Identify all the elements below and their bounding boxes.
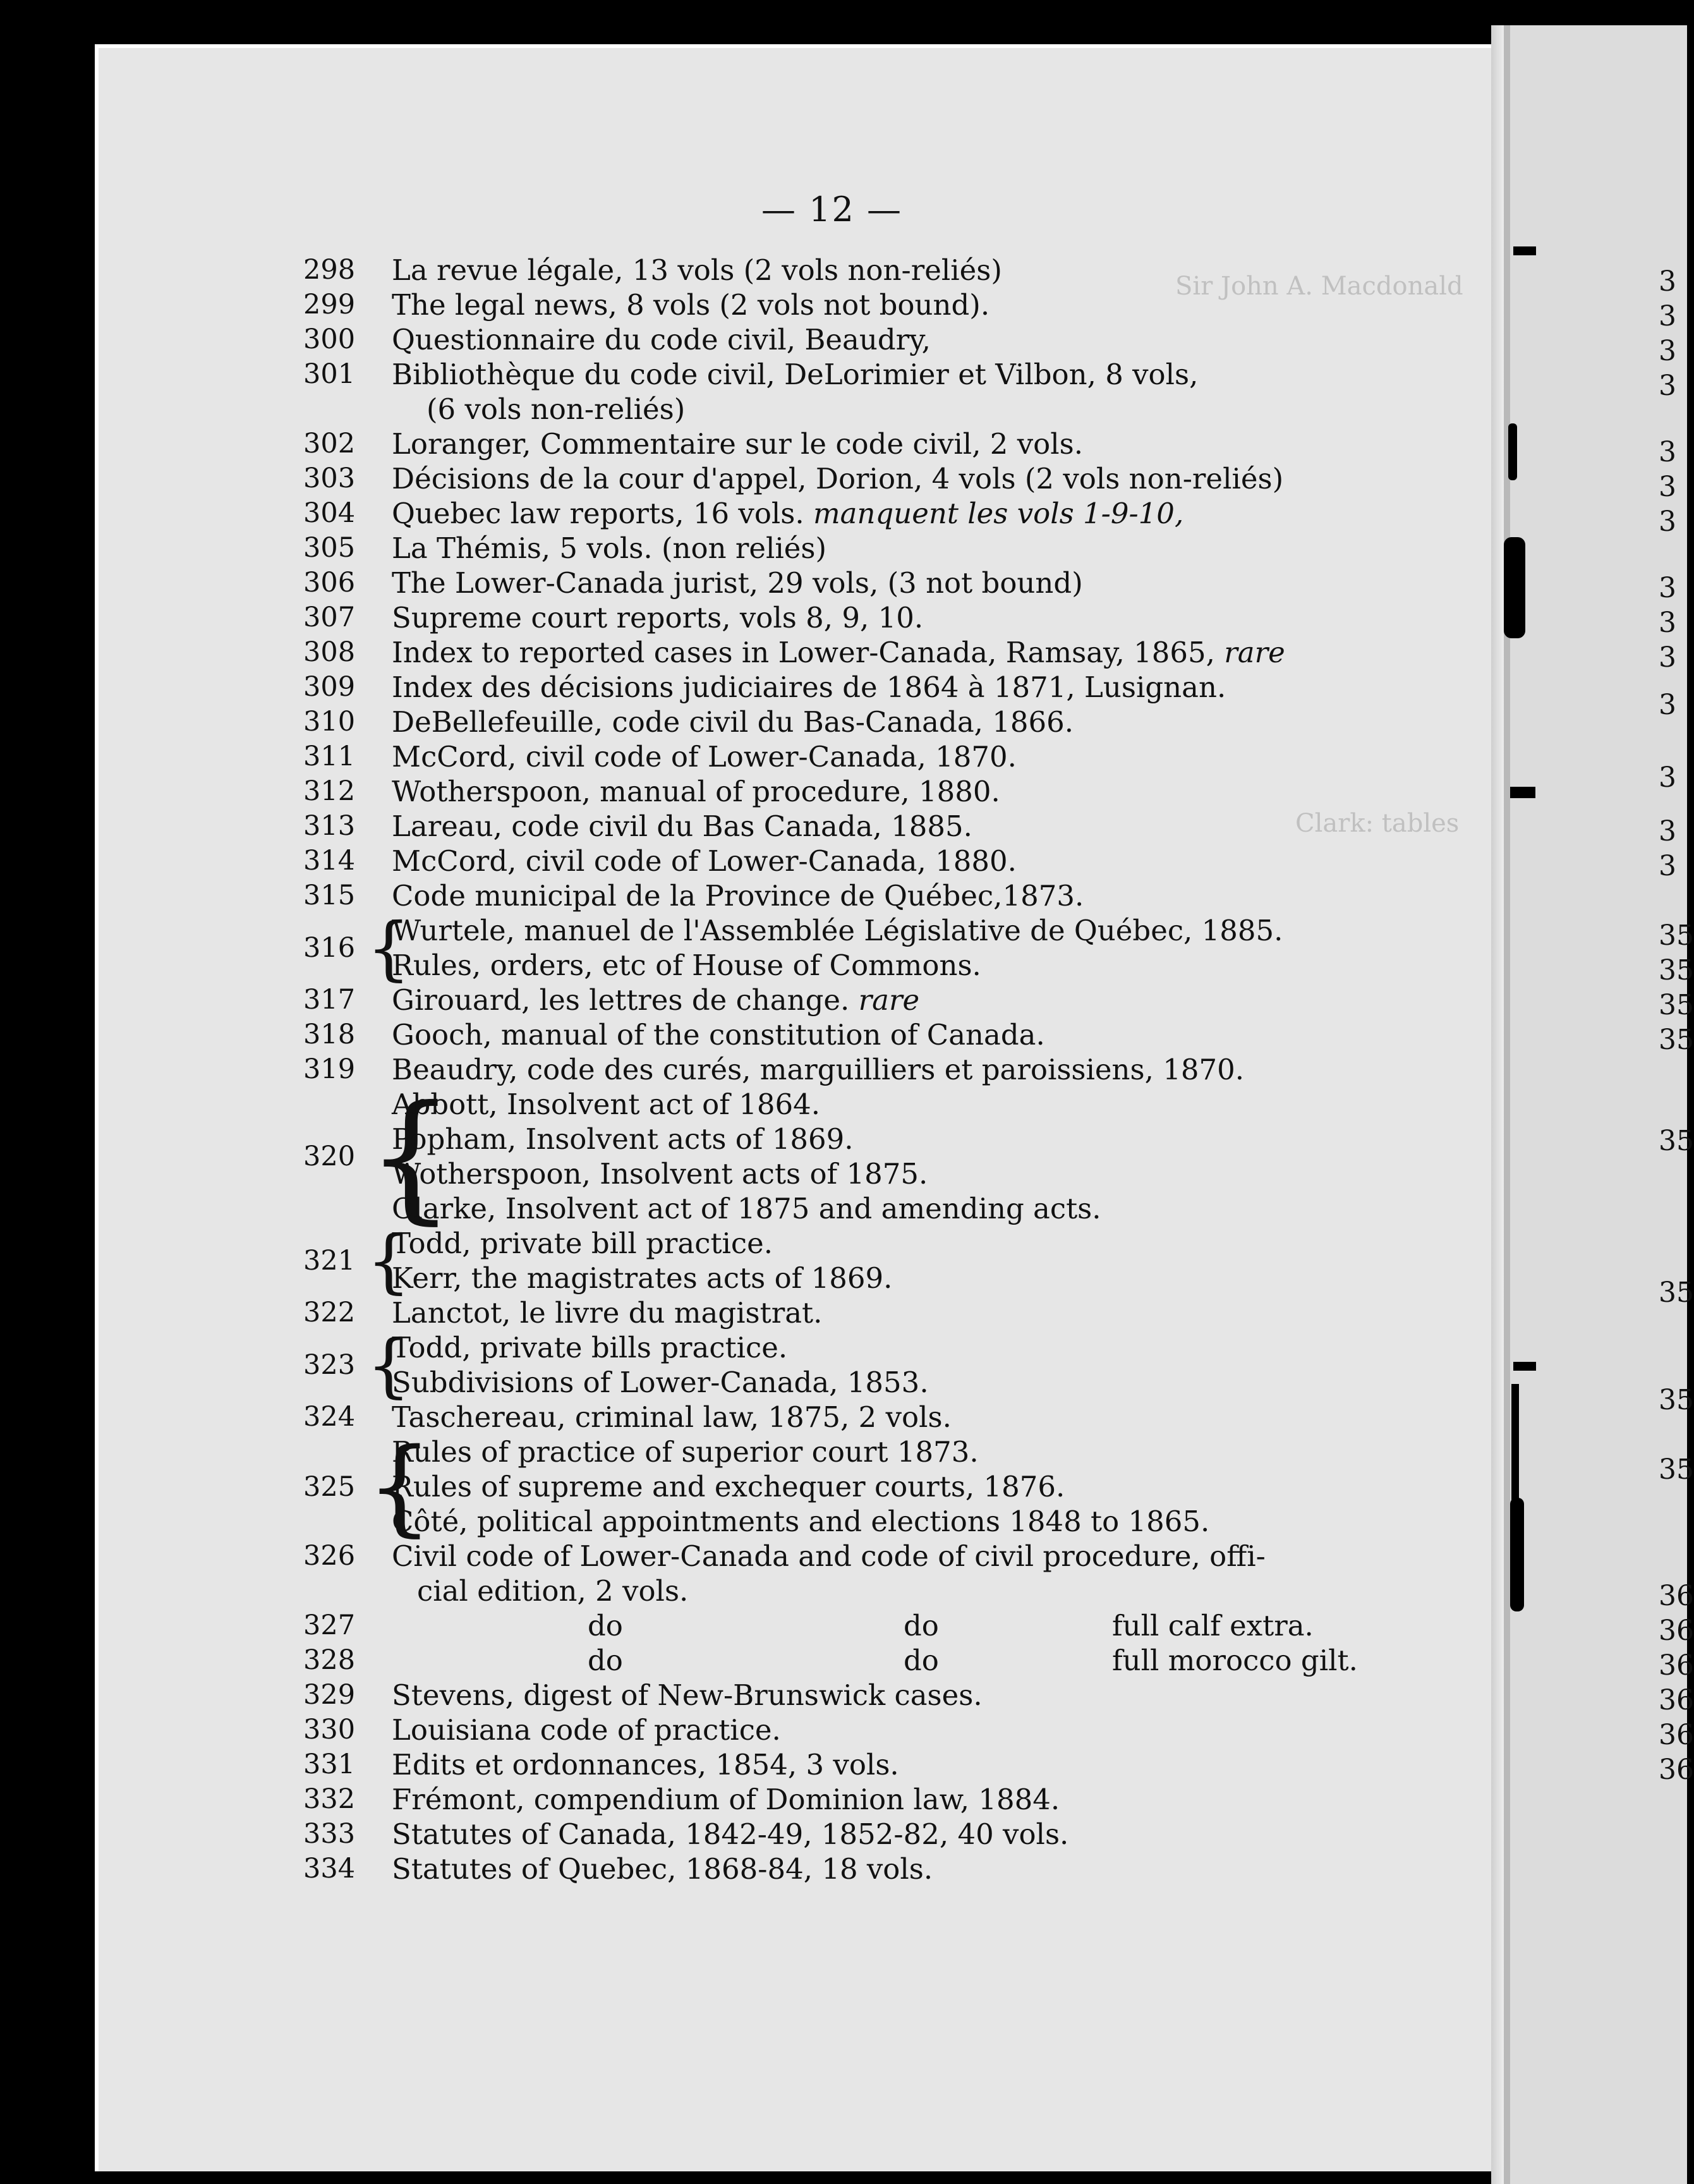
entry-333 xyxy=(303,1817,1390,1852)
entry-number: 333 xyxy=(303,1818,356,1850)
ditto-mark: do xyxy=(588,1609,623,1642)
entry-number: 313 xyxy=(303,810,356,842)
entry-number: 310 xyxy=(303,706,356,737)
facing-number: 35 xyxy=(1659,1277,1694,1309)
entry-text: Gooch, manual of the constitution of Canada. xyxy=(392,1018,1045,1052)
entry-text: Supreme court reports, vols 8, 9, 10. xyxy=(392,601,924,634)
ditto-mark: do xyxy=(904,1609,939,1642)
entry-number: 304 xyxy=(303,497,356,529)
entry-324 xyxy=(303,1400,1390,1435)
brace: { xyxy=(366,1076,455,1237)
facing-number: 35 xyxy=(1659,1024,1694,1056)
entry-298 xyxy=(303,253,1390,288)
facing-number: 3 xyxy=(1659,335,1676,367)
binding-mark xyxy=(1510,1498,1524,1611)
entry-text: La Thémis, 5 vols. (non reliés) xyxy=(392,531,827,565)
entry-number: 319 xyxy=(303,1053,356,1085)
entry-number: 330 xyxy=(303,1714,356,1745)
entry-313 xyxy=(303,809,1390,844)
ditto-mark: do xyxy=(588,1644,623,1677)
entry-number: 305 xyxy=(303,532,356,564)
entry-text: McCord, civil code of Lower-Canada, 1870. xyxy=(392,740,1017,774)
entry-text: Girouard, les lettres de change. xyxy=(392,983,850,1017)
entry-text: Beaudry, code des curés, marguilliers et paroissiens, 1870. xyxy=(392,1053,1245,1086)
entry-332 xyxy=(303,1782,1390,1817)
entry-text: Côté, political appointments and elections 1848 to 1865. xyxy=(392,1505,1210,1538)
entry-text: The legal news, 8 vols (2 vols not bound). xyxy=(392,288,990,322)
entry-327 xyxy=(303,1608,1390,1643)
entry-328 xyxy=(303,1643,1390,1678)
entry-number: 316 xyxy=(303,932,356,964)
entry-307 xyxy=(303,600,1390,635)
entry-text: Kerr, the magistrates acts of 1869. xyxy=(392,1261,893,1295)
facing-number: 35 xyxy=(1659,1384,1694,1416)
facing-number: 3 xyxy=(1659,607,1676,639)
entry-318 xyxy=(303,1017,1390,1052)
facing-number: 3 xyxy=(1659,572,1676,604)
entry-number: 318 xyxy=(303,1019,356,1050)
entry-number: 334 xyxy=(303,1853,356,1884)
entry-322 xyxy=(303,1295,1390,1330)
entry-number: 312 xyxy=(303,775,356,807)
show-through-text: Clark: tables xyxy=(1295,809,1460,838)
entry-group-321 xyxy=(303,1220,1390,1301)
entry-continuation: (6 vols non-reliés) xyxy=(427,392,686,426)
facing-number: 35 xyxy=(1659,954,1694,986)
facing-number: 3 xyxy=(1659,300,1676,332)
facing-number: 36 xyxy=(1659,1580,1694,1612)
entry-text: DeBellefeuille, code civil du Bas-Canada, 1866. xyxy=(392,705,1074,739)
facing-number: 3 xyxy=(1659,436,1676,468)
facing-number: 35 xyxy=(1659,1125,1694,1157)
entry-text: Questionnaire du code civil, Beaudry, xyxy=(392,323,931,356)
entry-text: Bibliothèque du code civil, DeLorimier et Vilbon, 8 vols, xyxy=(392,358,1199,391)
entry-330 xyxy=(303,1713,1390,1747)
entry-text: Wotherspoon, manual of procedure, 1880. xyxy=(392,775,1000,808)
entry-continuation: cial edition, 2 vols. xyxy=(417,1574,689,1608)
entry-text: Loranger, Commentaire sur le code civil, 2 vols. xyxy=(392,427,1084,461)
entry-306 xyxy=(303,566,1390,600)
entry-310 xyxy=(303,705,1390,739)
entry-304 xyxy=(303,496,1390,531)
brace: { xyxy=(366,1325,411,1405)
entry-number: 324 xyxy=(303,1401,356,1433)
entry-text: Rules of practice of superior court 1873. xyxy=(392,1435,979,1469)
entry-number: 306 xyxy=(303,567,356,598)
entry-number: 307 xyxy=(303,602,356,633)
entry-number: 331 xyxy=(303,1749,356,1780)
binding-mark xyxy=(1504,537,1525,638)
entry-305 xyxy=(303,531,1390,566)
entry-text: Clarke, Insolvent act of 1875 and amending acts. xyxy=(392,1192,1101,1225)
entry-319 xyxy=(303,1052,1390,1087)
page-number: — 12 — xyxy=(761,190,903,229)
entry-number: 298 xyxy=(303,254,356,286)
facing-number: 36 xyxy=(1659,1615,1694,1647)
entry-number: 311 xyxy=(303,741,356,772)
entry-text: Taschereau, criminal law, 1875, 2 vols. xyxy=(392,1400,952,1434)
brace: { xyxy=(366,1426,433,1547)
entry-302 xyxy=(303,427,1390,461)
facing-number: 3 xyxy=(1659,761,1676,794)
entry-number: 300 xyxy=(303,324,356,355)
entry-text: Stevens, digest of New-Brunswick cases. xyxy=(392,1678,983,1712)
entry-group-323 xyxy=(303,1325,1390,1405)
binding-mark xyxy=(1513,1362,1536,1371)
facing-number: 3 xyxy=(1659,506,1676,538)
entry-text: La revue légale, 13 vols (2 vols non-reliés) xyxy=(392,253,1002,287)
entry-note: manquent les vols 1-9-10, xyxy=(813,497,1184,530)
facing-number: 36 xyxy=(1659,1684,1694,1716)
entry-text: Statutes of Quebec, 1868-84, 18 vols. xyxy=(392,1852,933,1886)
binding-mark xyxy=(1513,246,1536,255)
entry-text: Rules of supreme and exchequer courts, 1876. xyxy=(392,1470,1065,1503)
entry-text: Popham, Insolvent acts of 1869. xyxy=(392,1122,854,1156)
catalog-entries xyxy=(303,253,1390,1886)
entry-number: 320 xyxy=(303,1141,356,1172)
entry-text: Subdivisions of Lower-Canada, 1853. xyxy=(392,1366,929,1399)
entry-group-316 xyxy=(303,907,1390,988)
entry-number: 321 xyxy=(303,1245,356,1277)
facing-number: 3 xyxy=(1659,471,1676,503)
entry-text: Louisiana code of practice. xyxy=(392,1713,781,1747)
entry-text: Lanctot, le livre du magistrat. xyxy=(392,1296,823,1330)
entry-text: Todd, private bill practice. xyxy=(392,1227,773,1260)
entry-text: Index to reported cases in Lower-Canada, Ramsay, 1865, xyxy=(392,636,1215,669)
entry-number: 328 xyxy=(303,1644,356,1676)
entry-number: 332 xyxy=(303,1783,356,1815)
entry-text: Wotherspoon, Insolvent acts of 1875. xyxy=(392,1157,928,1191)
entry-number: 301 xyxy=(303,358,356,390)
entry-311 xyxy=(303,739,1390,774)
entry-312 xyxy=(303,774,1390,809)
facing-number: 36 xyxy=(1659,1754,1694,1786)
facing-number: 35 xyxy=(1659,1453,1694,1486)
binding-mark xyxy=(1508,423,1517,480)
entry-text: Wurtele, manuel de l'Assemblée Législative de Québec, 1885. xyxy=(392,914,1283,947)
entry-number: 322 xyxy=(303,1297,356,1328)
entry-number: 303 xyxy=(303,463,356,494)
entry-303 xyxy=(303,461,1390,496)
entry-text: Abbott, Insolvent act of 1864. xyxy=(392,1088,821,1121)
entry-309 xyxy=(303,670,1390,705)
facing-number: 36 xyxy=(1659,1649,1694,1682)
entry-text: Rules, orders, etc of House of Commons. xyxy=(392,949,981,982)
entry-number: 327 xyxy=(303,1610,356,1641)
entry-text: Edits et ordonnances, 1854, 3 vols. xyxy=(392,1748,899,1781)
entry-text: Frémont, compendium of Dominion law, 1884. xyxy=(392,1783,1060,1816)
entry-number: 326 xyxy=(303,1540,356,1572)
entry-text: Civil code of Lower-Canada and code of civil procedure, offi- xyxy=(392,1539,1266,1573)
brace: { xyxy=(366,1220,411,1301)
entry-326 xyxy=(303,1539,1390,1574)
entry-text: The Lower-Canada jurist, 29 vols, (3 not bound) xyxy=(392,566,1083,600)
entry-314 xyxy=(303,844,1390,878)
facing-number: 3 xyxy=(1659,265,1676,298)
entry-text: Quebec law reports, 16 vols. xyxy=(392,497,804,530)
entry-number: 308 xyxy=(303,636,356,668)
entry-number: 329 xyxy=(303,1679,356,1711)
entry-text: Todd, private bills practice. xyxy=(392,1331,788,1364)
entry-group-320 xyxy=(303,1076,1390,1237)
entry-text: McCord, civil code of Lower-Canada, 1880. xyxy=(392,844,1017,878)
facing-number: 3 xyxy=(1659,370,1676,402)
entry-329 xyxy=(303,1678,1390,1713)
facing-number: 3 xyxy=(1659,850,1676,882)
entry-317 xyxy=(303,983,1390,1017)
entry-300 xyxy=(303,322,1390,357)
entry-326-continued xyxy=(303,1574,1390,1608)
facing-number: 3 xyxy=(1659,641,1676,674)
facing-number: 35 xyxy=(1659,989,1694,1021)
entry-299 xyxy=(303,288,1390,322)
entry-note: rare xyxy=(1224,636,1285,669)
entry-308 xyxy=(303,635,1390,670)
entry-315 xyxy=(303,878,1390,913)
entry-number: 325 xyxy=(303,1471,356,1503)
entry-301 xyxy=(303,357,1390,392)
entry-text: Code municipal de la Province de Québec,1873. xyxy=(392,879,1084,913)
entry-number: 309 xyxy=(303,671,356,703)
entry-number: 302 xyxy=(303,428,356,459)
entry-334 xyxy=(303,1852,1390,1886)
show-through-text: Sir John A. Macdonald xyxy=(1175,272,1463,301)
facing-number: 35 xyxy=(1659,919,1694,952)
entry-text: Index des décisions judiciaires de 1864 à 1871, Lusignan. xyxy=(392,670,1226,704)
entry-number: 315 xyxy=(303,880,356,911)
facing-number: 3 xyxy=(1659,689,1676,721)
entry-331 xyxy=(303,1747,1390,1782)
entry-note: rare xyxy=(858,983,920,1017)
entry-301-continued xyxy=(303,392,1390,427)
facing-number: 3 xyxy=(1659,815,1676,847)
entry-text: Décisions de la cour d'appel, Dorion, 4 vols (2 vols non-reliés) xyxy=(392,462,1284,495)
entry-text: full calf extra. xyxy=(1112,1609,1314,1642)
entry-number: 299 xyxy=(303,289,356,320)
binding-mark xyxy=(1510,787,1535,798)
entry-number: 317 xyxy=(303,984,356,1016)
ditto-mark: do xyxy=(904,1644,939,1677)
entry-text: Statutes of Canada, 1842-49, 1852-82, 40 vols. xyxy=(392,1817,1069,1851)
entry-text: Lareau, code civil du Bas Canada, 1885. xyxy=(392,810,972,843)
entry-group-325 xyxy=(303,1426,1390,1547)
entry-text: full morocco gilt. xyxy=(1112,1644,1358,1677)
brace: { xyxy=(366,907,411,988)
entry-number: 314 xyxy=(303,845,356,877)
entry-number: 323 xyxy=(303,1349,356,1381)
facing-number: 36 xyxy=(1659,1719,1694,1751)
